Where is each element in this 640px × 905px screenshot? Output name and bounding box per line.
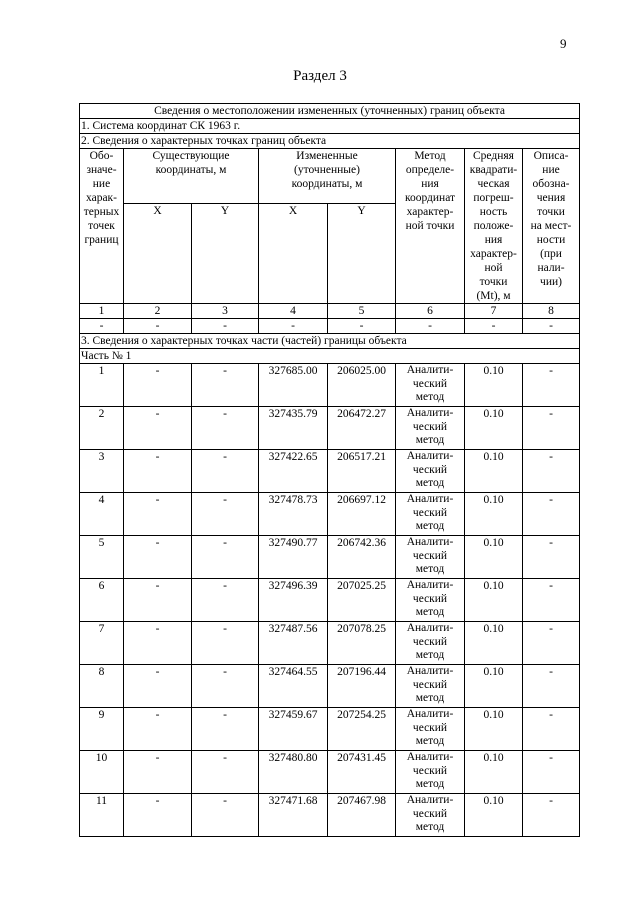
method-line: метод — [415, 778, 445, 790]
method-line: ческий — [412, 549, 448, 562]
changed-x-cell: 327487.56 — [259, 622, 328, 665]
description-cell: - — [523, 579, 580, 622]
method-line: Аналити- — [406, 794, 454, 806]
dash-cell-5: - — [328, 319, 396, 334]
column-number-4: 4 — [259, 304, 328, 319]
method-line: метод — [415, 391, 445, 403]
col-description-header: Описа- ние обозна- чения точки на мест- ности (при нали- чии) — [523, 149, 580, 304]
table-row — [80, 493, 580, 536]
existing-y-cell: - — [192, 407, 259, 450]
changed-y-cell: 206472.27 — [328, 407, 396, 450]
point-number-cell: 2 — [80, 407, 124, 450]
existing-y-cell: - — [192, 751, 259, 794]
method-line: Аналити- — [406, 536, 454, 548]
method-line: метод — [415, 606, 445, 618]
method-cell — [396, 407, 465, 450]
mean-error-cell: 0.10 — [465, 665, 523, 708]
changed-y-cell: 206742.36 — [328, 536, 396, 579]
method-line: ческий — [412, 592, 448, 605]
method-cell — [396, 622, 465, 665]
method-cell — [396, 794, 465, 837]
method-line: ческий — [412, 678, 448, 691]
existing-y-cell: - — [192, 536, 259, 579]
method-line: Аналити- — [406, 407, 454, 419]
existing-y-cell: - — [192, 665, 259, 708]
changed-x-cell: 327480.80 — [259, 751, 328, 794]
column-number-1: 1 — [80, 304, 124, 319]
description-cell: - — [523, 622, 580, 665]
method-line: Аналити- — [406, 450, 454, 462]
mean-error-cell: 0.10 — [465, 450, 523, 493]
existing-y-cell: - — [192, 794, 259, 837]
method-line: Аналити- — [406, 622, 454, 634]
changed-x-cell: 327496.39 — [259, 579, 328, 622]
mean-error-cell: 0.10 — [465, 536, 523, 579]
column-number-5: 5 — [328, 304, 396, 319]
changed-x-cell: 327422.65 — [259, 450, 328, 493]
table-row — [80, 364, 580, 407]
coordinate-system-line: 1. Система координат СК 1963 г. — [80, 119, 580, 134]
description-cell: - — [523, 708, 580, 751]
section-title: Раздел 3 — [293, 68, 347, 84]
point-number-cell: 9 — [80, 708, 124, 751]
dash-cell-8: - — [523, 319, 580, 334]
method-line: ческий — [412, 506, 448, 519]
description-cell: - — [523, 493, 580, 536]
point-number-cell: 1 — [80, 364, 124, 407]
col-method-header: Метод определе- ния координат характер- ной точки — [396, 149, 465, 304]
point-number-cell: 11 — [80, 794, 124, 837]
changed-x-cell: 327490.77 — [259, 536, 328, 579]
table-row — [80, 794, 580, 837]
column-number-row — [80, 304, 580, 319]
dash-cell-2: - — [124, 319, 192, 334]
method-line: метод — [415, 735, 445, 747]
mean-error-cell: 0.10 — [465, 708, 523, 751]
changed-x-cell: 327478.73 — [259, 493, 328, 536]
changed-y-cell: 206517.21 — [328, 450, 396, 493]
changed-x-cell: 327685.00 — [259, 364, 328, 407]
boundary-points-table — [79, 103, 580, 837]
table-row — [80, 708, 580, 751]
dash-cell-1: - — [80, 319, 124, 334]
table-row — [80, 751, 580, 794]
existing-x-cell: - — [124, 622, 192, 665]
column-number-2: 2 — [124, 304, 192, 319]
existing-x-cell: - — [124, 794, 192, 837]
mean-error-cell: 0.10 — [465, 794, 523, 837]
method-line: Аналити- — [406, 364, 454, 376]
table-row — [80, 579, 580, 622]
method-cell — [396, 665, 465, 708]
changed-y-cell: 207025.25 — [328, 579, 396, 622]
description-cell: - — [523, 751, 580, 794]
existing-x-cell: - — [124, 364, 192, 407]
dash-cell-7: - — [465, 319, 523, 334]
changed-x-header: X — [259, 204, 328, 304]
existing-x-cell: - — [124, 665, 192, 708]
method-line: Аналити- — [406, 493, 454, 505]
column-number-3: 3 — [192, 304, 259, 319]
method-line: метод — [415, 520, 445, 532]
method-cell — [396, 493, 465, 536]
method-cell — [396, 579, 465, 622]
method-cell — [396, 708, 465, 751]
method-line: метод — [415, 692, 445, 704]
existing-y-header: Y — [192, 204, 259, 304]
existing-x-cell: - — [124, 450, 192, 493]
method-line: Аналити- — [406, 708, 454, 720]
method-line: метод — [415, 434, 445, 446]
page-number: 9 — [560, 36, 567, 51]
table-row — [80, 665, 580, 708]
changed-y-cell: 206697.12 — [328, 493, 396, 536]
empty-dash-row — [80, 319, 580, 334]
table-row — [80, 407, 580, 450]
method-line: метод — [415, 649, 445, 661]
existing-y-cell: - — [192, 450, 259, 493]
points-heading: 2. Сведения о характерных точках границ объекта — [80, 134, 580, 149]
existing-x-cell: - — [124, 751, 192, 794]
column-number-8: 8 — [523, 304, 580, 319]
point-number-cell: 10 — [80, 751, 124, 794]
part-label: Часть № 1 — [80, 349, 580, 364]
dash-cell-6: - — [396, 319, 465, 334]
changed-x-cell: 327471.68 — [259, 794, 328, 837]
method-cell — [396, 751, 465, 794]
method-line: ческий — [412, 635, 448, 648]
existing-y-cell: - — [192, 364, 259, 407]
method-line: Аналити- — [406, 579, 454, 591]
point-number-cell: 8 — [80, 665, 124, 708]
method-line: ческий — [412, 463, 448, 476]
description-cell: - — [523, 364, 580, 407]
dash-cell-3: - — [192, 319, 259, 334]
description-cell: - — [523, 407, 580, 450]
description-cell: - — [523, 665, 580, 708]
table-row — [80, 622, 580, 665]
mean-error-cell: 0.10 — [465, 407, 523, 450]
mean-error-cell: 0.10 — [465, 579, 523, 622]
description-cell: - — [523, 450, 580, 493]
table-row — [80, 450, 580, 493]
existing-y-cell: - — [192, 493, 259, 536]
existing-y-cell: - — [192, 622, 259, 665]
changed-y-cell: 207254.25 — [328, 708, 396, 751]
existing-x-cell: - — [124, 708, 192, 751]
col-existing-header: Существующие координаты, м — [124, 149, 259, 204]
point-number-cell: 6 — [80, 579, 124, 622]
method-line: Аналити- — [406, 751, 454, 763]
method-cell — [396, 364, 465, 407]
description-cell: - — [523, 536, 580, 579]
mean-error-cell: 0.10 — [465, 493, 523, 536]
changed-x-cell: 327459.67 — [259, 708, 328, 751]
method-line: ческий — [412, 377, 448, 390]
col-designation-header: Обо- значе- ние харак- терных точек границ — [80, 149, 124, 304]
method-cell — [396, 450, 465, 493]
point-number-cell: 7 — [80, 622, 124, 665]
changed-y-cell: 207078.25 — [328, 622, 396, 665]
changed-y-cell: 207196.44 — [328, 665, 396, 708]
changed-y-cell: 207467.98 — [328, 794, 396, 837]
table-title: Сведения о местоположении измененных (уточненных) границ объекта — [80, 104, 580, 119]
point-number-cell: 4 — [80, 493, 124, 536]
method-line: метод — [415, 563, 445, 575]
dash-cell-4: - — [259, 319, 328, 334]
method-line: метод — [415, 821, 445, 833]
changed-x-cell: 327464.55 — [259, 665, 328, 708]
point-number-cell: 5 — [80, 536, 124, 579]
description-cell: - — [523, 794, 580, 837]
existing-x-cell: - — [124, 493, 192, 536]
existing-y-cell: - — [192, 579, 259, 622]
column-number-7: 7 — [465, 304, 523, 319]
method-line: метод — [415, 477, 445, 489]
existing-x-cell: - — [124, 579, 192, 622]
method-line: ческий — [412, 420, 448, 433]
mean-error-cell: 0.10 — [465, 364, 523, 407]
existing-x-header: X — [124, 204, 192, 304]
col-changed-header: Измененные (уточненные) координаты, м — [259, 149, 396, 204]
method-line: ческий — [412, 764, 448, 777]
changed-y-header: Y — [328, 204, 396, 304]
method-cell — [396, 536, 465, 579]
method-line: ческий — [412, 807, 448, 820]
existing-y-cell: - — [192, 708, 259, 751]
changed-x-cell: 327435.79 — [259, 407, 328, 450]
part-heading: 3. Сведения о характерных точках части (частей) границы объекта — [80, 334, 580, 349]
changed-y-cell: 207431.45 — [328, 751, 396, 794]
table-row — [80, 536, 580, 579]
point-number-cell: 3 — [80, 450, 124, 493]
existing-x-cell: - — [124, 536, 192, 579]
method-line: Аналити- — [406, 665, 454, 677]
changed-y-cell: 206025.00 — [328, 364, 396, 407]
col-error-header: Средняя квадрати- ческая погреш- ность положе- ния характер- ной точки (Mt), м — [465, 149, 523, 304]
column-number-6: 6 — [396, 304, 465, 319]
mean-error-cell: 0.10 — [465, 751, 523, 794]
existing-x-cell: - — [124, 407, 192, 450]
method-line: ческий — [412, 721, 448, 734]
mean-error-cell: 0.10 — [465, 622, 523, 665]
